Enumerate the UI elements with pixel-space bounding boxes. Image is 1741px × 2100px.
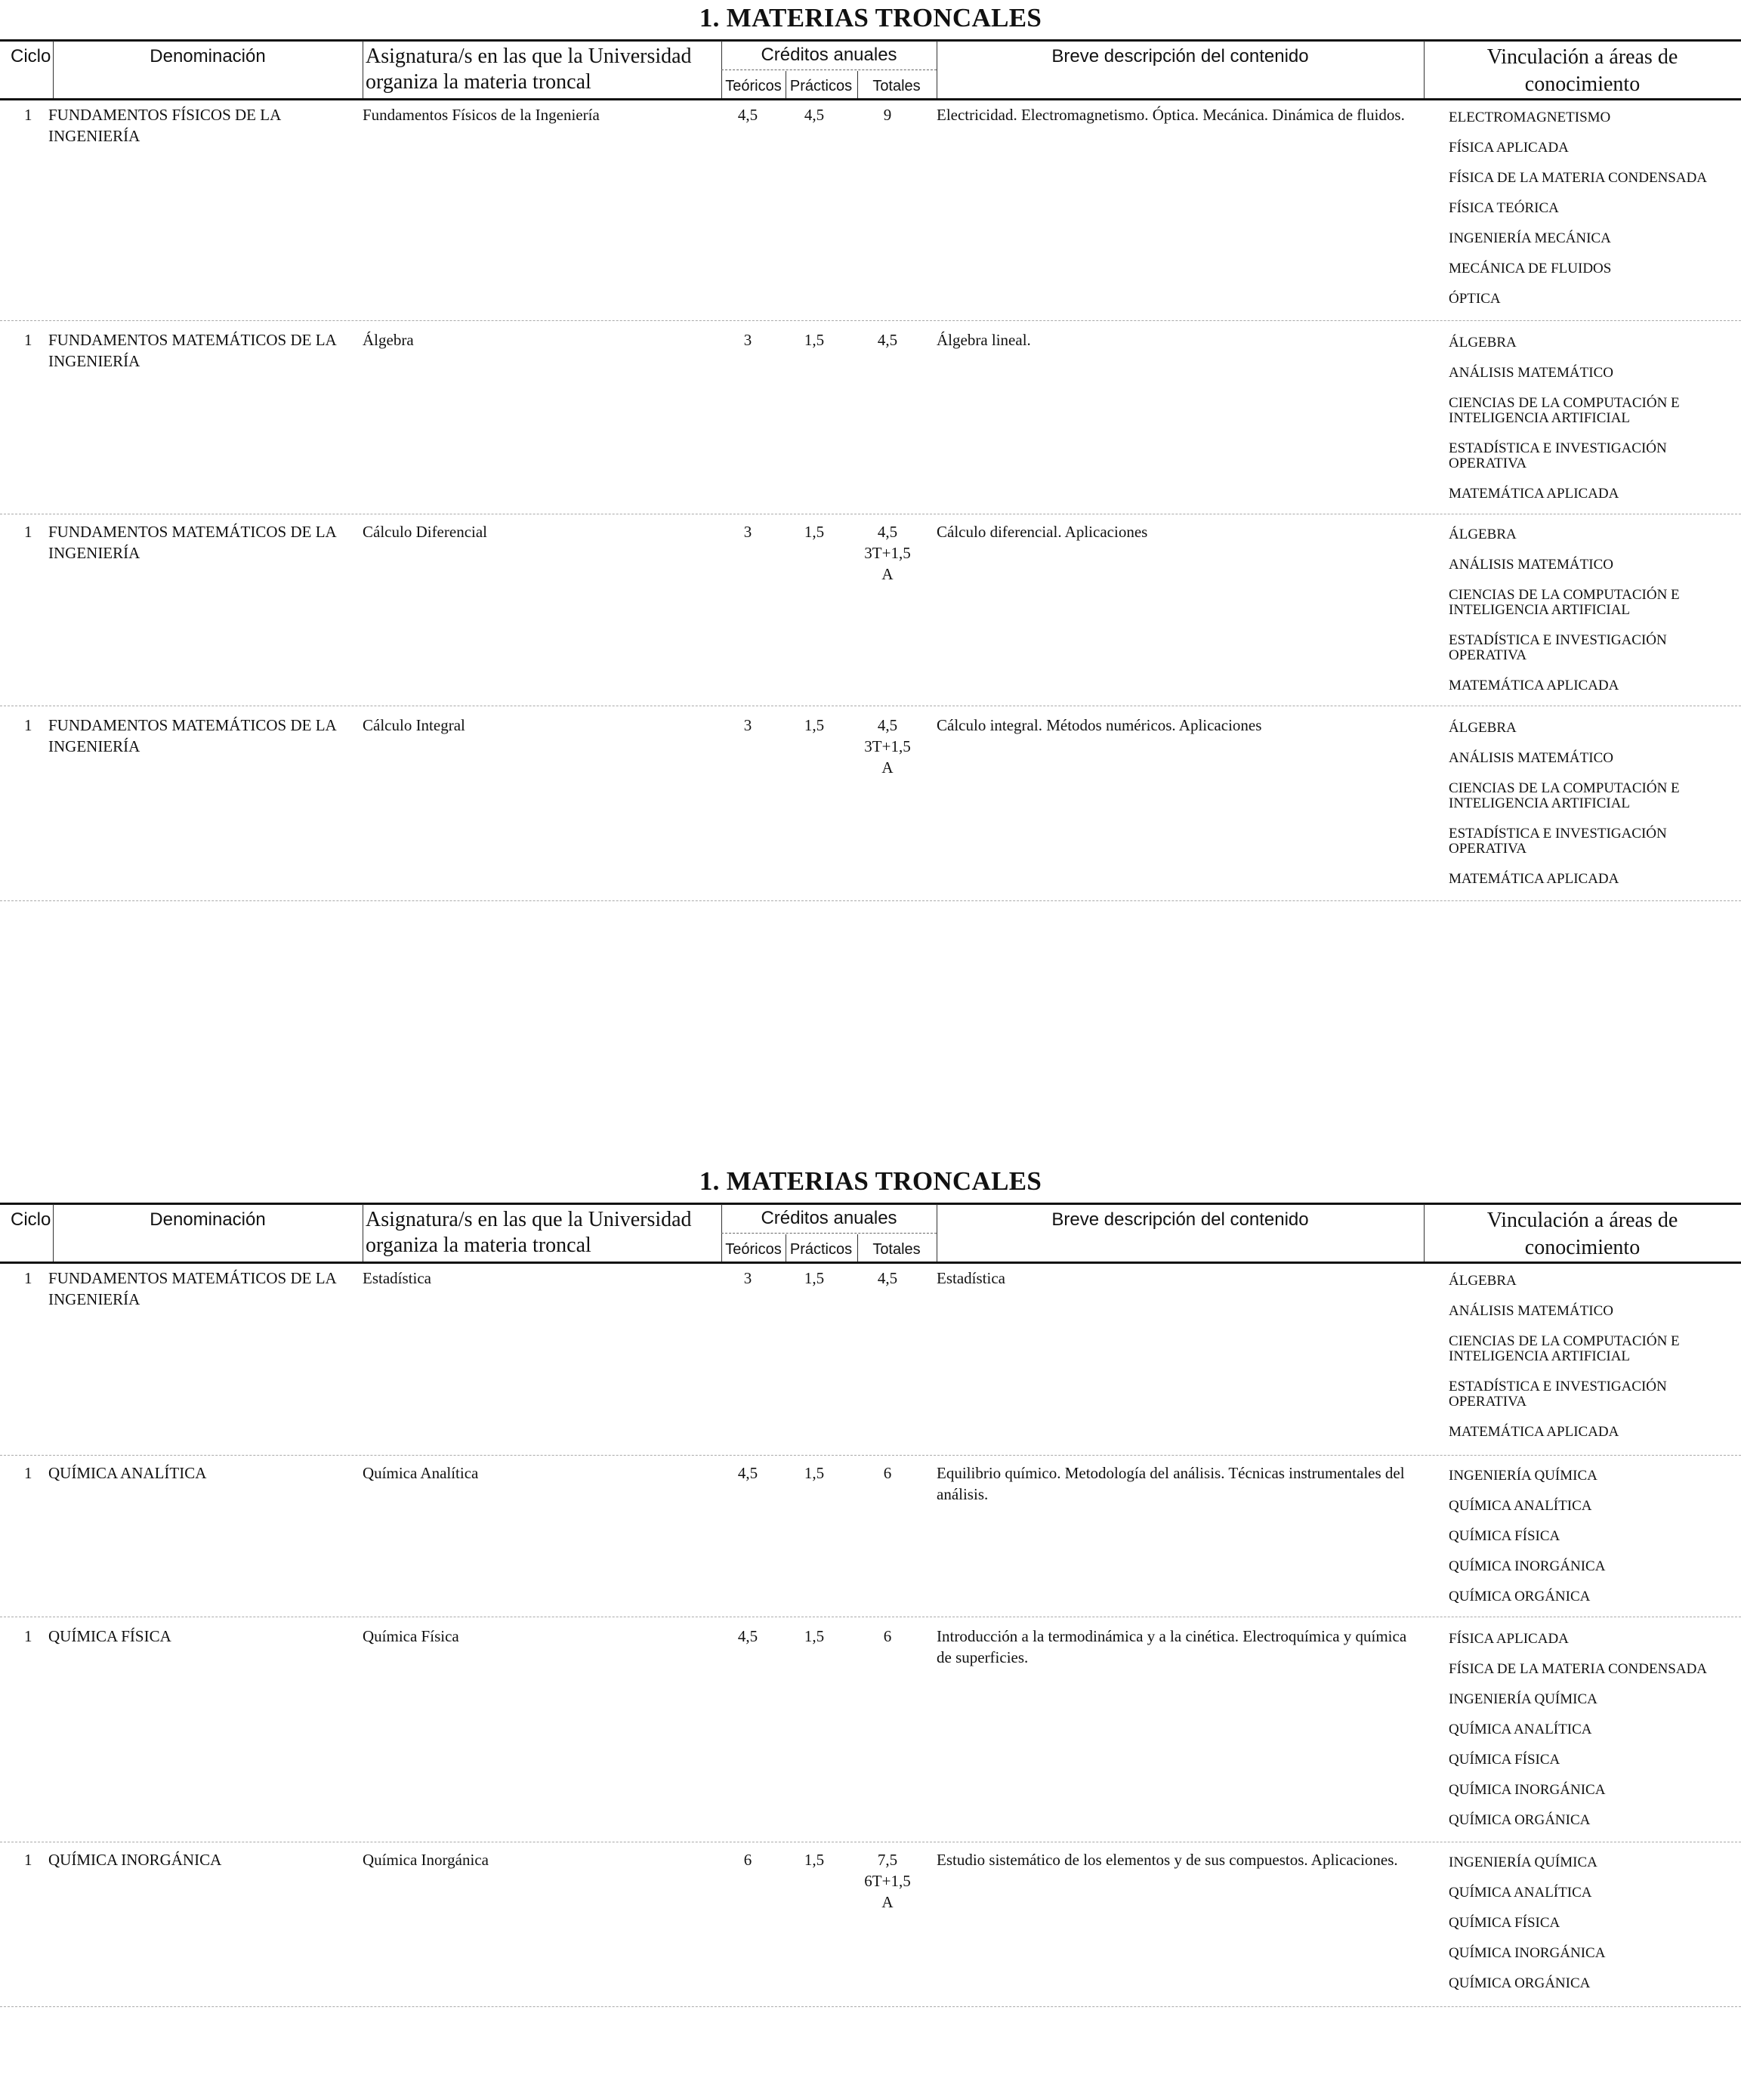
cell-teoricos: 4,5 [737, 1627, 758, 1645]
area-item: CIENCIAS DE LA COMPUTACIÓN E INTELIGENCIA ARTIFICIAL [1449, 587, 1680, 618]
totales-line: 9 [883, 106, 892, 124]
area-item: ESTADÍSTICA E INVESTIGACIÓN OPERATIVA [1449, 826, 1667, 857]
area-item: QUÍMICA ANALÍTICA [1449, 1498, 1592, 1514]
cell-descripcion: Electricidad. Electromagnetismo. Óptica. Mecánica. Dinámica de fluidos. [937, 106, 1405, 124]
header-asignatura-1: Asignatura/s en las que la Universidad [366, 45, 692, 68]
totales-line: 4,5 [877, 716, 898, 734]
row-separator [0, 900, 1741, 901]
header-denominacion: Denominación [150, 1209, 266, 1230]
header-practicos: Prácticos [789, 78, 853, 94]
header-ciclo: Ciclo [11, 1209, 51, 1230]
header-totales: Totales [872, 78, 921, 94]
header-asignatura-2: organiza la materia troncal [366, 70, 591, 94]
cell-areas [1449, 335, 1741, 502]
cell-asignatura: Cálculo Diferencial [363, 523, 488, 541]
creditos-subrule [721, 1233, 937, 1234]
cell-denominacion: FUNDAMENTOS MATEMÁTICOS DE LA INGENIERÍA [48, 331, 336, 370]
cell-totales [857, 521, 918, 585]
area-item: MATEMÁTICA APLICADA [1449, 1424, 1619, 1440]
cell-asignatura: Química Analítica [363, 1464, 479, 1482]
header-asignatura-1: Asignatura/s en las que la Universidad [366, 1208, 692, 1231]
header-creditos: Créditos anuales [761, 1208, 897, 1228]
row-separator [0, 320, 1741, 321]
header-vinculacion-1: Vinculación a áreas de [1486, 45, 1678, 69]
row-separator [0, 2006, 1741, 2007]
page-2 [0, 1163, 1741, 2100]
cell-teoricos: 3 [743, 331, 752, 349]
header-creditos: Créditos anuales [761, 45, 897, 65]
cell-areas [1449, 110, 1741, 307]
totales-line: 3T+1,5 [864, 737, 911, 755]
area-item: INGENIERÍA QUÍMICA [1449, 1468, 1597, 1484]
row-separator [0, 1455, 1741, 1456]
cell-denominacion: FUNDAMENTOS MATEMÁTICOS DE LA INGENIERÍA [48, 1269, 336, 1308]
header-practicos: Prácticos [789, 1241, 853, 1258]
cell-descripcion: Estudio sistemático de los elementos y de sus compuestos. Aplicaciones. [937, 1851, 1398, 1869]
totales-line: 4,5 [877, 1269, 898, 1287]
cell-ciclo: 1 [24, 106, 32, 124]
cell-denominacion: QUÍMICA ANALÍTICA [48, 1464, 207, 1482]
area-item: ELECTROMAGNETISMO [1449, 110, 1611, 125]
cell-denominacion: QUÍMICA INORGÁNICA [48, 1851, 222, 1869]
area-item: CIENCIAS DE LA COMPUTACIÓN E INTELIGENCIA ARTIFICIAL [1449, 395, 1680, 426]
area-item: ÓPTICA [1449, 291, 1501, 307]
totales-line: 6 [883, 1464, 892, 1482]
area-item: ANÁLISIS MATEMÁTICO [1449, 557, 1613, 573]
cell-descripcion: Estadística [937, 1269, 1005, 1287]
cell-practicos: 1,5 [804, 716, 825, 734]
area-item: QUÍMICA ANALÍTICA [1449, 1722, 1592, 1737]
area-item: ESTADÍSTICA E INVESTIGACIÓN OPERATIVA [1449, 1379, 1667, 1410]
area-item: ESTADÍSTICA E INVESTIGACIÓN OPERATIVA [1449, 440, 1667, 471]
title-rule [0, 1203, 1741, 1205]
cell-totales [857, 1626, 918, 1647]
header-descripcion: Breve descripción del contenido [1051, 46, 1309, 66]
cell-practicos: 1,5 [804, 1269, 825, 1287]
header-totales: Totales [872, 1241, 921, 1258]
cell-asignatura: Cálculo Integral [363, 716, 465, 734]
area-item: QUÍMICA ORGÁNICA [1449, 1975, 1591, 1991]
ciclo-divider [53, 41, 54, 98]
header-teoricos: Teóricos [725, 1241, 782, 1258]
cell-descripcion: Introducción a la termodinámica y a la cinética. Electroquímica y química de superficies. [937, 1627, 1407, 1666]
cell-ciclo: 1 [24, 1627, 32, 1645]
creditos-subrule [721, 69, 937, 70]
cell-totales [857, 1849, 918, 1913]
area-item: ANÁLISIS MATEMÁTICO [1449, 750, 1613, 766]
header-descripcion: Breve descripción del contenido [1051, 1209, 1309, 1230]
header-vinculacion-2: conocimiento [1524, 1236, 1641, 1259]
cell-areas [1449, 1632, 1741, 1828]
totales-line: 4,5 [877, 331, 898, 349]
area-item: FÍSICA APLICADA [1449, 140, 1569, 156]
header-ciclo: Ciclo [11, 46, 51, 66]
area-item: QUÍMICA INORGÁNICA [1449, 1558, 1606, 1574]
cell-denominacion: FUNDAMENTOS MATEMÁTICOS DE LA INGENIERÍA [48, 523, 336, 562]
cell-descripcion: Cálculo integral. Métodos numéricos. Aplicaciones [937, 716, 1262, 734]
totales-line: 4,5 [877, 523, 898, 541]
cell-areas [1449, 1855, 1741, 1991]
area-item: CIENCIAS DE LA COMPUTACIÓN E INTELIGENCIA ARTIFICIAL [1449, 780, 1680, 811]
area-item: QUÍMICA FÍSICA [1449, 1752, 1560, 1768]
cell-ciclo: 1 [24, 523, 32, 541]
cell-teoricos: 4,5 [737, 1464, 758, 1482]
area-item: FÍSICA DE LA MATERIA CONDENSADA [1449, 1661, 1708, 1677]
area-item: QUÍMICA FÍSICA [1449, 1915, 1560, 1931]
cell-descripcion: Cálculo diferencial. Aplicaciones [937, 523, 1148, 541]
cell-ciclo: 1 [24, 331, 32, 349]
area-item: QUÍMICA ORGÁNICA [1449, 1812, 1591, 1828]
area-item: FÍSICA TEÓRICA [1449, 200, 1559, 216]
cell-ciclo: 1 [24, 1269, 32, 1287]
totales-line: 3T+1,5 [864, 544, 911, 562]
cell-totales [857, 104, 918, 125]
cell-ciclo: 1 [24, 1851, 32, 1869]
area-item: MATEMÁTICA APLICADA [1449, 678, 1619, 693]
cell-areas [1449, 1468, 1741, 1604]
cell-teoricos: 4,5 [737, 106, 758, 124]
cell-practicos: 4,5 [804, 106, 825, 124]
area-item: FÍSICA DE LA MATERIA CONDENSADA [1449, 170, 1708, 186]
area-item: ÁLGEBRA [1449, 720, 1517, 736]
cell-descripcion: Equilibrio químico. Metodología del análisis. Técnicas instrumentales del análisis. [937, 1464, 1405, 1503]
area-item: INGENIERÍA MECÁNICA [1449, 230, 1611, 246]
cell-practicos: 1,5 [804, 1851, 825, 1869]
cell-denominacion: QUÍMICA FÍSICA [48, 1627, 171, 1645]
totales-line: A [881, 758, 894, 777]
area-item: MATEMÁTICA APLICADA [1449, 871, 1619, 887]
totales-line: A [881, 565, 894, 583]
area-item: QUÍMICA INORGÁNICA [1449, 1782, 1606, 1798]
cell-descripcion: Álgebra lineal. [937, 331, 1031, 349]
cell-totales [857, 1268, 918, 1289]
header-teoricos: Teóricos [725, 78, 782, 94]
page-title: 1. MATERIAS TRONCALES [699, 1166, 1042, 1196]
cell-asignatura: Fundamentos Físicos de la Ingeniería [363, 106, 600, 124]
area-item: ANÁLISIS MATEMÁTICO [1449, 1303, 1613, 1319]
area-item: FÍSICA APLICADA [1449, 1631, 1569, 1647]
cell-asignatura: Química Física [363, 1627, 459, 1645]
area-item: QUÍMICA FÍSICA [1449, 1528, 1560, 1544]
totales-line: 7,5 [877, 1851, 898, 1869]
cell-totales [857, 715, 918, 778]
cell-teoricos: 6 [743, 1851, 752, 1869]
ciclo-divider [53, 1204, 54, 1262]
cell-practicos: 1,5 [804, 1627, 825, 1645]
cell-ciclo: 1 [24, 716, 32, 734]
cell-teoricos: 3 [743, 523, 752, 541]
header-vinculacion-1: Vinculación a áreas de [1486, 1209, 1678, 1232]
area-item: ÁLGEBRA [1449, 527, 1517, 542]
header-rule [0, 1262, 1741, 1264]
area-item: INGENIERÍA QUÍMICA [1449, 1854, 1597, 1870]
cell-areas [1449, 527, 1741, 693]
totales-line: 6 [883, 1627, 892, 1645]
header-rule [0, 98, 1741, 100]
cell-practicos: 1,5 [804, 1464, 825, 1482]
cell-asignatura: Álgebra [363, 331, 414, 349]
cell-teoricos: 3 [743, 716, 752, 734]
cell-practicos: 1,5 [804, 331, 825, 349]
cell-totales [857, 329, 918, 351]
area-item: MATEMÁTICA APLICADA [1449, 486, 1619, 502]
cell-denominacion: FUNDAMENTOS MATEMÁTICOS DE LA INGENIERÍA [48, 716, 336, 755]
practicos-divider [857, 1234, 858, 1262]
area-item: INGENIERÍA QUÍMICA [1449, 1691, 1597, 1707]
area-item: ESTADÍSTICA E INVESTIGACIÓN OPERATIVA [1449, 632, 1667, 663]
title-rule [0, 39, 1741, 42]
area-item: CIENCIAS DE LA COMPUTACIÓN E INTELIGENCIA ARTIFICIAL [1449, 1333, 1680, 1364]
cell-ciclo: 1 [24, 1464, 32, 1482]
cell-asignatura: Estadística [363, 1269, 431, 1287]
cell-practicos: 1,5 [804, 523, 825, 541]
area-item: QUÍMICA INORGÁNICA [1449, 1945, 1606, 1961]
totales-line: A [881, 1893, 894, 1911]
page-1 [0, 0, 1741, 937]
area-item: ANÁLISIS MATEMÁTICO [1449, 365, 1613, 381]
cell-areas [1449, 721, 1741, 887]
cell-asignatura: Química Inorgánica [363, 1851, 489, 1869]
practicos-divider [857, 71, 858, 98]
cell-areas [1449, 1274, 1741, 1440]
area-item: MECÁNICA DE FLUIDOS [1449, 261, 1612, 276]
cell-teoricos: 3 [743, 1269, 752, 1287]
area-item: QUÍMICA ANALÍTICA [1449, 1885, 1592, 1901]
area-item: QUÍMICA ORGÁNICA [1449, 1589, 1591, 1604]
area-item: ÁLGEBRA [1449, 1273, 1517, 1289]
cell-denominacion: FUNDAMENTOS FÍSICOS DE LA INGENIERÍA [48, 106, 281, 145]
header-vinculacion-2: conocimiento [1524, 73, 1641, 96]
area-item: ÁLGEBRA [1449, 335, 1517, 351]
header-asignatura-2: organiza la materia troncal [366, 1234, 591, 1257]
totales-line: 6T+1,5 [864, 1872, 911, 1890]
cell-totales [857, 1462, 918, 1484]
header-denominacion: Denominación [150, 46, 266, 66]
page-title: 1. MATERIAS TRONCALES [699, 3, 1042, 32]
